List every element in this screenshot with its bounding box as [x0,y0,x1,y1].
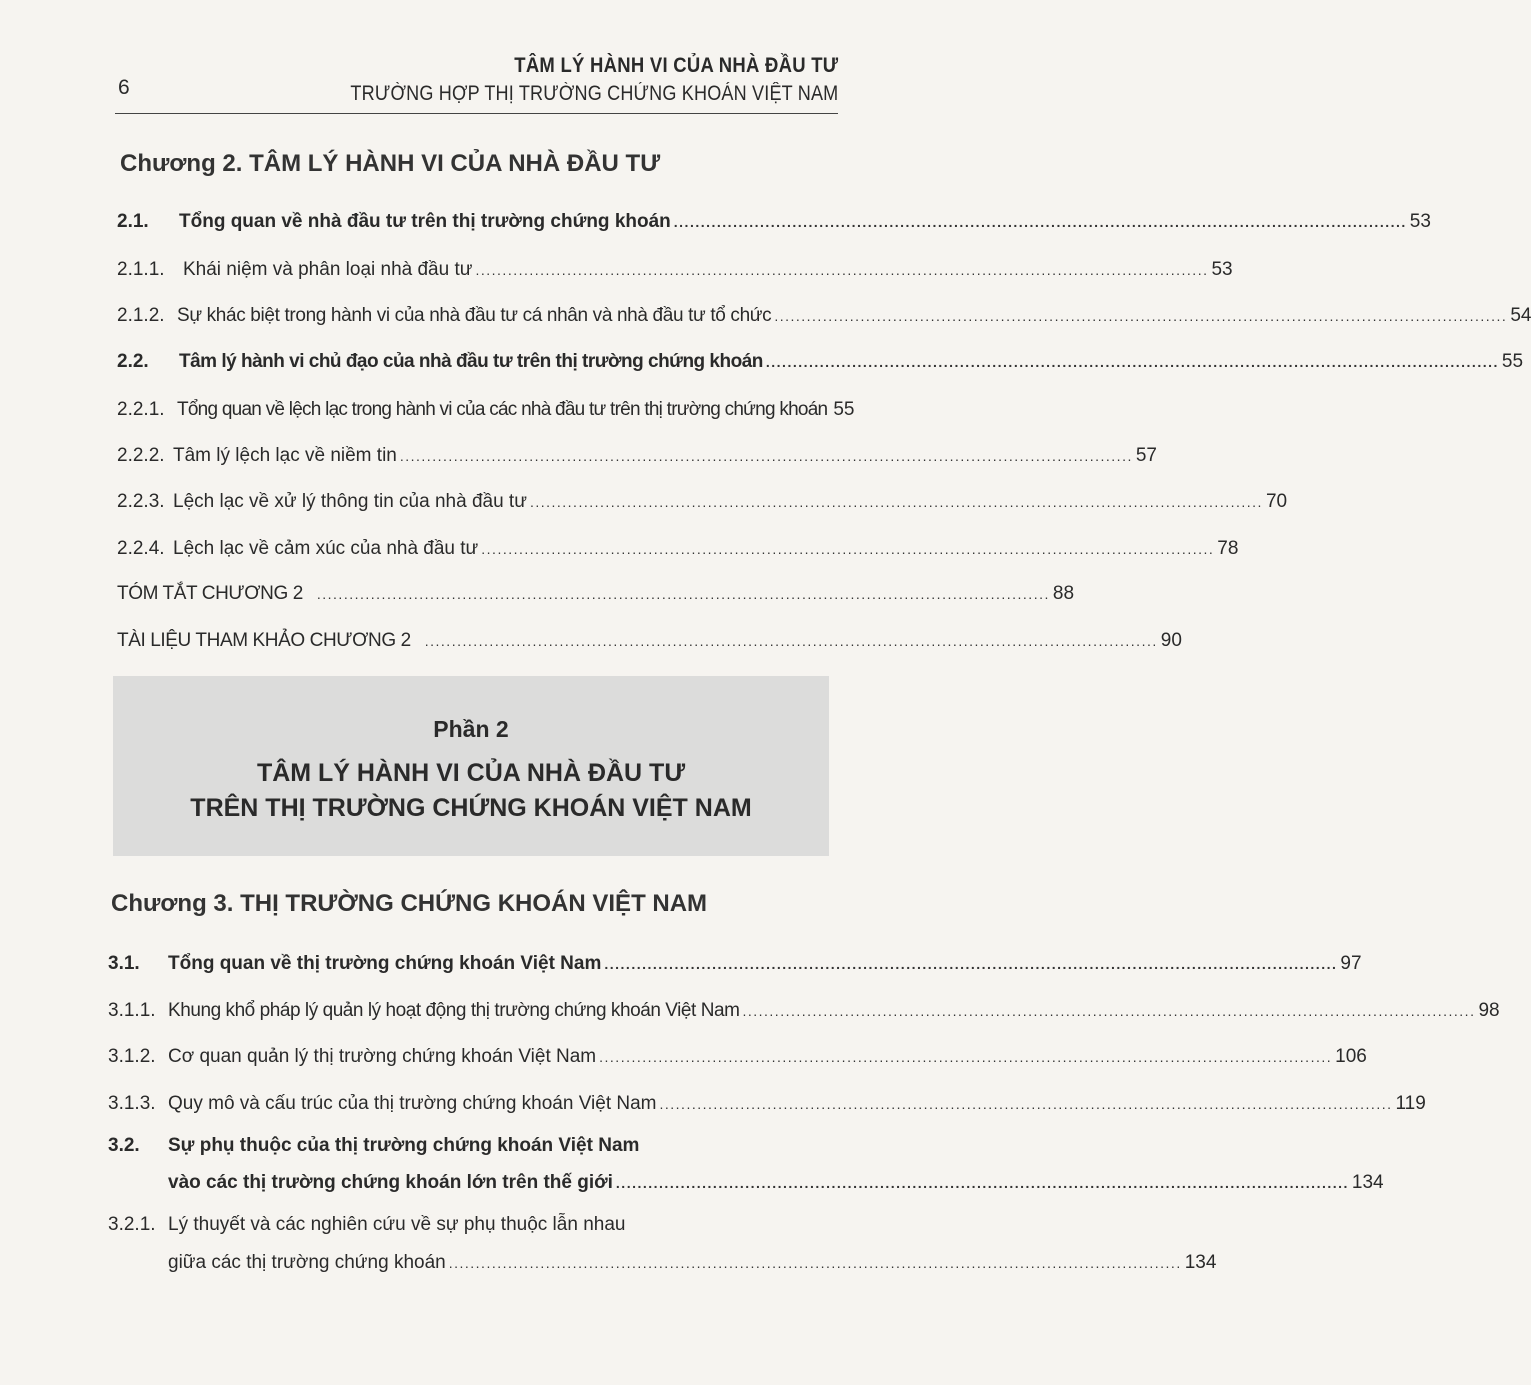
toc-entry-3-2-number: 3.2. [108,1135,140,1156]
toc-entry-3-2[interactable]: vào các thị trường chứng khoán lớn trên thế giới ........................................................................................................................................ 134 [168,1172,1384,1193]
dot-leader: ........................................................................................................................................ [659,1096,1393,1112]
dot-leader: ........................................................................................................................................ [604,956,1338,972]
dot-leader: ........................................................................................................................................ [673,214,1407,230]
toc-entry-3-1-3[interactable]: 3.1.3. Quy mô và cấu trúc của thị trường chứng khoán Việt Nam ........................................................................................................................................ 119 [108,1093,1426,1114]
toc-entry-references-2[interactable]: TÀI LIỆU THAM KHẢO CHƯƠNG 2 ........................................................................................................................................ 90 [117,630,1182,651]
book-title: TÂM LÝ HÀNH VI CỦA NHÀ ĐẦU TƯ [513,54,838,77]
dot-leader: ........................................................................................................................................ [774,308,1508,324]
toc-entry-2-1-2[interactable]: 2.1.2. Sự khác biệt trong hành vi của nhà đầu tư cá nhân và nhà đầu tư tổ chức ........................................................................................................................................ 54 [117,305,1531,326]
dot-leader: ........................................................................................................................................ [599,1049,1333,1065]
toc-entry-2-2-3[interactable]: 2.2.3. Lệch lạc về xử lý thông tin của nhà đầu tư ........................................................................................................................................ 70 [117,491,1288,512]
chapter-3-title: Chương 3. THỊ TRƯỜNG CHỨNG KHOÁN VIỆT NAM [111,890,708,917]
dot-leader: ........................................................................................................................................ [316,586,1050,602]
dot-leader: ........................................................................................................................................ [475,262,1209,278]
toc-entry-2-2[interactable]: 2.2. Tâm lý hành vi chủ đạo của nhà đầu tư trên thị trường chứng khoán ........................................................................................................................................ 55 [117,351,1524,372]
toc-entry-3-1-1[interactable]: 3.1.1. Khung khổ pháp lý quản lý hoạt động thị trường chứng khoán Việt Nam ........................................................................................................................................ 98 [108,1000,1500,1021]
toc-entry-summary-2[interactable]: TÓM TẮT CHƯƠNG 2 ........................................................................................................................................ 88 [117,583,1075,604]
toc-entry-2-1[interactable]: 2.1. Tổng quan về nhà đầu tư trên thị trường chứng khoán ........................................................................................................................................ 53 [117,211,1431,232]
toc-entry-2-2-1[interactable]: 2.2.1. Tổng quan về lệch lạc trong hành vi của các nhà đầu tư trên thị trường chứng khoán 55 [117,399,855,420]
part-2-banner [113,676,829,856]
chapter-2-title: Chương 2. TÂM LÝ HÀNH VI CỦA NHÀ ĐẦU TƯ [120,150,661,177]
header-divider [115,113,838,114]
part-label: Phần 2 [433,716,509,742]
dot-leader: ........................................................................................................................................ [615,1175,1349,1191]
dot-leader: ........................................................................................................................................ [742,1003,1476,1019]
dot-leader: ........................................................................................................................................ [424,633,1158,649]
toc-entry-3-2-1-number: 3.2.1. [108,1214,156,1235]
part-title-line-1: TÂM LÝ HÀNH VI CỦA NHÀ ĐẦU TƯ [256,759,686,787]
toc-entry-3-1[interactable]: 3.1. Tổng quan về thị trường chứng khoán Việt Nam ........................................................................................................................................ 97 [108,953,1362,974]
toc-entry-2-1-1[interactable]: 2.1.1. Khái niệm và phân loại nhà đầu tư ........................................................................................................................................ 53 [117,259,1233,280]
toc-entry-2-2-4[interactable]: 2.2.4. Lệch lạc về cảm xúc của nhà đầu tư ........................................................................................................................................ 78 [117,538,1239,559]
part-title-line-2: TRÊN THỊ TRƯỜNG CHỨNG KHOÁN VIỆT NAM [190,794,752,822]
running-header [271,54,838,106]
dot-leader: ........................................................................................................................................ [481,541,1215,557]
toc-entry-3-2-line-1: Sự phụ thuộc của thị trường chứng khoán Việt Nam [168,1135,640,1156]
dot-leader: ........................................................................................................................................ [529,494,1263,510]
dot-leader: ........................................................................................................................................ [765,354,1499,370]
toc-entry-3-2-1-line-1: Lý thuyết và các nghiên cứu về sự phụ thuộc lẫn nhau [168,1214,626,1235]
dot-leader: ........................................................................................................................................ [399,448,1133,464]
toc-entry-2-2-2[interactable]: 2.2.2. Tâm lý lệch lạc về niềm tin ........................................................................................................................................ 57 [117,445,1157,466]
page-number: 6 [118,76,130,99]
book-subtitle: TRƯỜNG HỢP THỊ TRƯỜNG CHỨNG KHOÁN VIỆT NAM [350,82,838,105]
dot-leader: ........................................................................................................................................ [448,1255,1182,1271]
toc-entry-3-1-2[interactable]: 3.1.2. Cơ quan quản lý thị trường chứng khoán Việt Nam ........................................................................................................................................ 106 [108,1046,1367,1067]
toc-entry-3-2-1[interactable]: giữa các thị trường chứng khoán ........................................................................................................................................ 134 [168,1252,1217,1273]
